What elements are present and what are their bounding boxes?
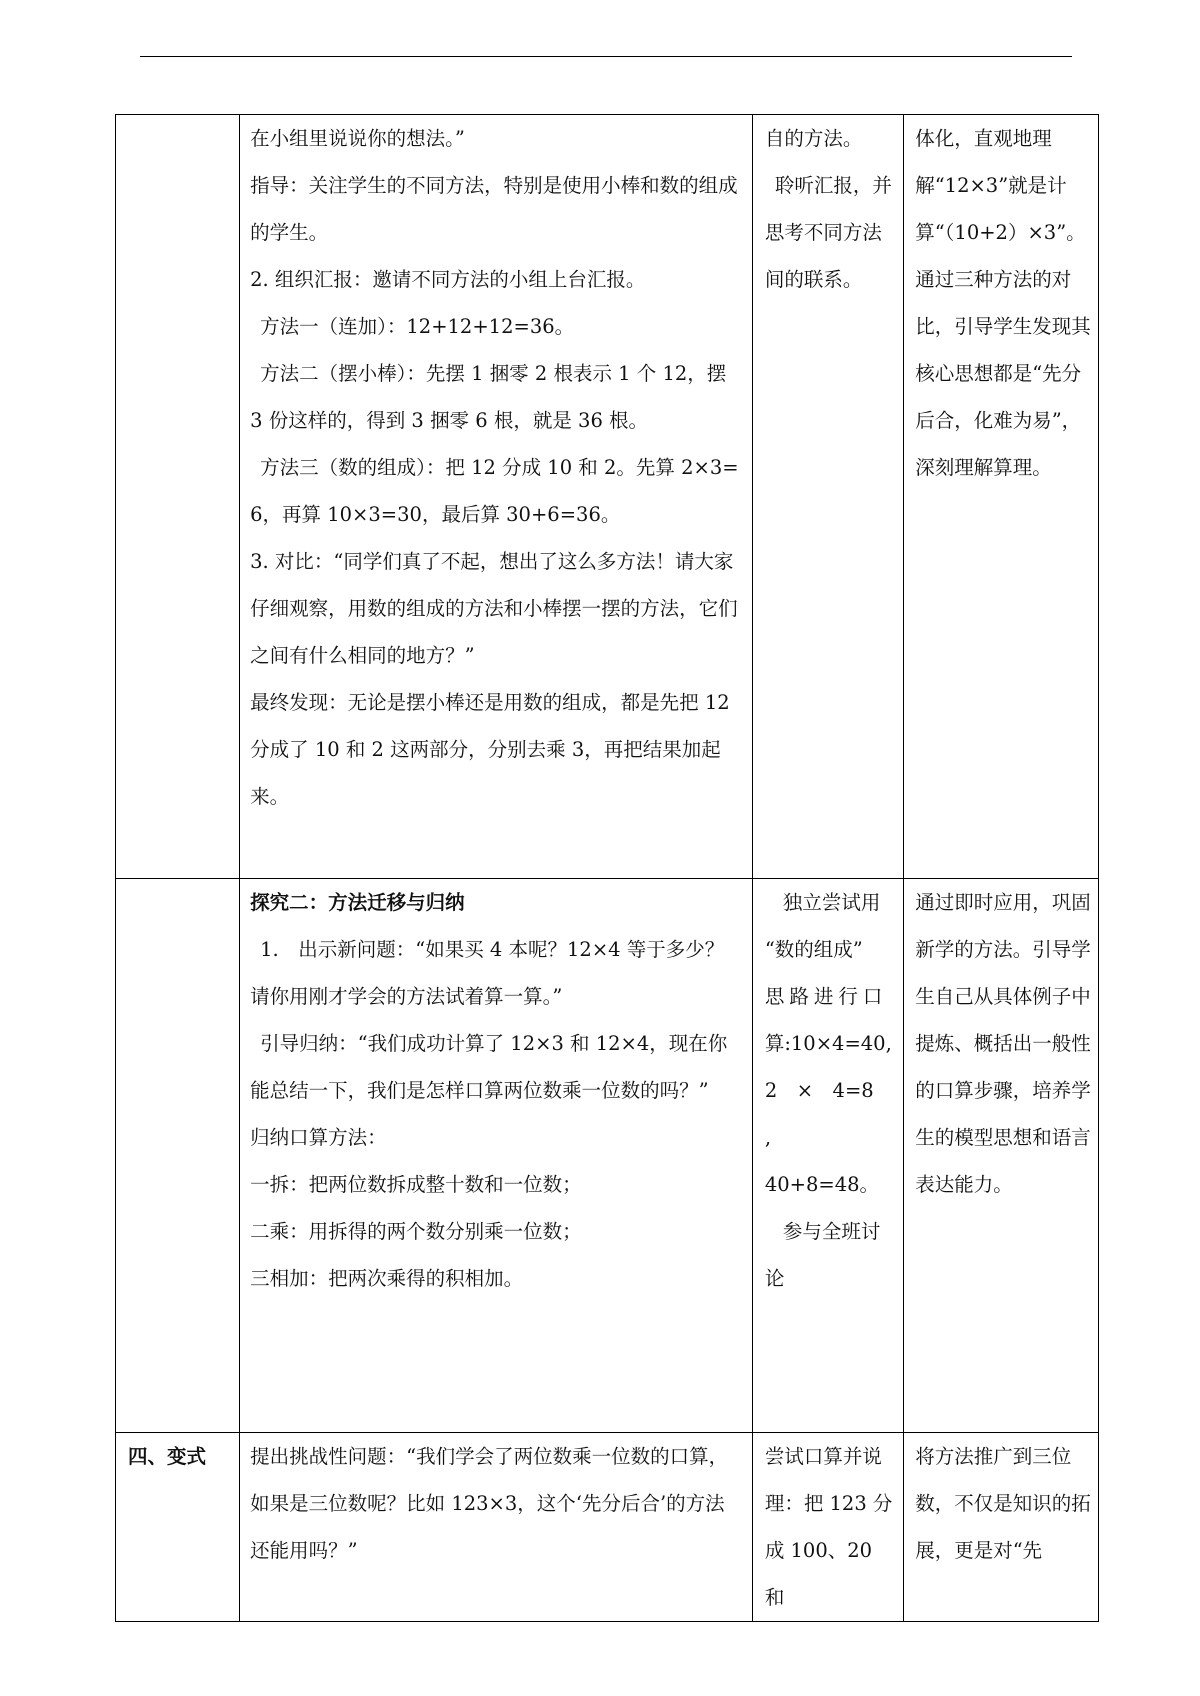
stage-cell	[116, 1433, 240, 1622]
design-intent-cell	[904, 1433, 1099, 1622]
paragraph: 二乘：用拆得的两个数分别乘一位数；	[250, 1220, 582, 1243]
paragraph: 1. 出示新问题：“如果买 4 本呢？12×4 等于多少？请你用刚才学会的方法试着算一算。”	[250, 938, 725, 1008]
section-title: 探究二：方法迁移与归纳	[250, 891, 465, 914]
paragraph: 自的方法。	[764, 127, 863, 150]
paragraph: 通过即时应用，巩固新学的方法。引导学生自己从具体例子中提炼、概括出一般性的口算步骤，培养学生的模型思想和语言表达能力。	[915, 891, 1091, 1196]
paragraph: 独立尝试用	[782, 891, 881, 914]
table-row	[116, 115, 1099, 879]
paragraph: 参与全班讨论	[764, 1220, 881, 1290]
lesson-plan-table	[115, 114, 1099, 1622]
header-rule	[140, 56, 1072, 57]
paragraph: 三相加：把两次乘得的积相加。	[250, 1267, 524, 1290]
stage-cell	[116, 879, 240, 1433]
paragraph: 引导归纳：“我们成功计算了 12×3 和 12×4，现在你能总结一下，我们是怎样口算两位数乘一位数的吗？”	[250, 1032, 728, 1102]
paragraph: 3. 对比：“同学们真了不起，想出了这么多方法！请大家仔细观察，用数的组成的方法和小棒摆一摆的方法，它们之间有什么相同的地方？”	[250, 550, 738, 667]
stage-label: 四、变式	[128, 1445, 207, 1468]
design-intent-cell	[904, 115, 1099, 879]
teacher-activity-cell	[240, 879, 753, 1433]
paragraph: 一拆：把两位数拆成整十数和一位数；	[250, 1173, 582, 1196]
table-row	[116, 1433, 1099, 1622]
paragraph: 算:10×4=40,	[764, 1032, 892, 1055]
paragraph: 方法一（连加）：12+12+12=36。	[260, 315, 575, 338]
paragraph: 归纳口算方法：	[250, 1126, 387, 1149]
table-row	[116, 879, 1099, 1433]
paragraph: 方法三（数的组成）：把 12 分成 10 和 2。先算 2×3=6，再算 10×3=30，最后算 30+6=36。	[250, 456, 739, 526]
paragraph: 最终发现：无论是摆小棒还是用数的组成，都是先把 12 分成了 10 和 2 这两部分，分别去乘 3，再把结果加起来。	[250, 691, 730, 808]
teacher-activity-cell	[240, 115, 753, 879]
student-activity-cell	[752, 1433, 903, 1622]
paragraph: 指导：关注学生的不同方法，特别是使用小棒和数的组成的学生。	[250, 174, 738, 244]
paragraph: 2. 组织汇报：邀请不同方法的小组上台汇报。	[250, 268, 646, 291]
student-activity-cell	[752, 879, 903, 1433]
paragraph: “数的组成”	[764, 938, 863, 961]
paragraph: 体化，直观地理解“12×3”就是计算“（10+2）×3”。通过三种方法的对比，引导学生发现其核心思想都是“先分后合，化难为易”，深刻理解算理。	[915, 127, 1091, 479]
paragraph: 在小组里说说你的想法。”	[250, 127, 465, 150]
teacher-activity-cell	[240, 1433, 753, 1622]
paragraph: 40+8=48。	[764, 1173, 880, 1196]
paragraph: 将方法推广到三位数，不仅是知识的拓展，更是对“先	[915, 1445, 1091, 1562]
paragraph: 2 × 4=8 ,	[764, 1079, 894, 1149]
stage-cell	[116, 115, 240, 879]
design-intent-cell	[904, 879, 1099, 1433]
paragraph: 尝试口算并说理：把 123 分成 100、20 和	[764, 1445, 893, 1609]
paragraph: 思路进行口	[764, 985, 888, 1008]
paragraph: 方法二（摆小棒）：先摆 1 捆零 2 根表示 1 个 12，摆 3 份这样的，得到 3 捆零 6 根，就是 36 根。	[250, 362, 727, 432]
student-activity-cell	[752, 115, 903, 879]
paragraph: 提出挑战性问题：“我们学会了两位数乘一位数的口算，如果是三位数呢？比如 123×3，这个‘先分后合’的方法还能用吗？”	[250, 1445, 729, 1562]
paragraph: 聆听汇报，并思考不同方法间的联系。	[764, 174, 892, 291]
